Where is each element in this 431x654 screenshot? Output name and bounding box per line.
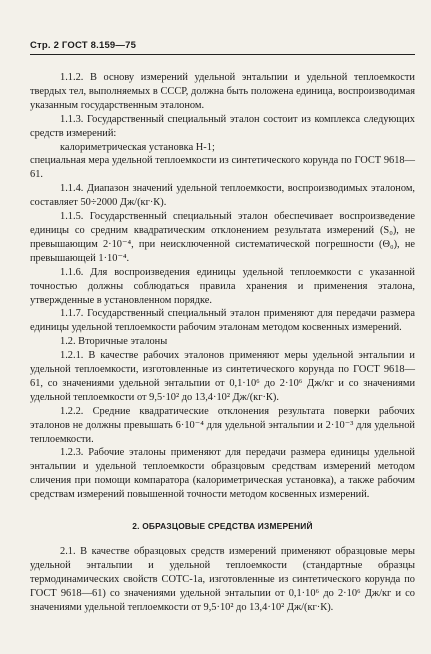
paragraph-1-1-3: 1.1.3. Государственный специальный эталон состоит из комплекса следующих средств измерений: (30, 113, 415, 139)
list-item-measure: специальная мера удельной теплоемкости из синтетического корунда по ГОСТ 9618—61. (30, 155, 415, 181)
paragraph-1-2-3: 1.2.3. Рабочие эталоны применяют для передачи размера единицы удельной энтальпии и удельной теплоемкости образцовым средствам измерений методом сличения при помощи компаратора (калориметрическая установка), а также рабочим средствам измерений повышенной точности методом косвенных измерений. (30, 447, 415, 501)
subheading-secondary-standards: 1.2. Вторичные эталоны (60, 336, 168, 348)
header-rule (30, 54, 415, 55)
paragraph-1-1-2: 1.1.2. В основу измерений удельной энтальпии и удельной теплоемкости твердых тел, выполняемых в СССР, должна быть положена единица, воспроизводимая указанным государственным эталоном. (30, 72, 415, 111)
paragraph-1-1-6: 1.1.6. Для воспроизведения единицы удельной теплоемкости с указанной точностью должны соблюдаться правила хранения и применения эталона, утвержденные в установленном порядке. (30, 266, 415, 306)
paragraph-1-2-1: 1.2.1. В качестве рабочих эталонов применяют меры удельной энтальпии и удельной теплоемкости, изготовленные из синтетического корунда по ГОСТ 9618—61, со значениями удельной энтальпии от 0,1·10⁶ до 2·10⁶ Дж/кг и со значениями удельной теплоемкости от 9,5·10² до 13,4·10² Дж/(кг·К). (30, 350, 415, 403)
document-body (30, 71, 415, 615)
paragraph-1-1-4: 1.1.4. Диапазон значений удельной теплоемкости, воспроизводимых эталоном, составляет 50÷2000 Дж/(кг·К). (30, 183, 415, 209)
section-title: 2. ОБРАЗЦОВЫЕ СРЕДСТВА ИЗМЕРЕНИЙ (132, 521, 313, 532)
paragraph-2-1: 2.1. В качестве образцовых средств измерений применяют образцовые меры удельной энтальпии и удельной теплоемкости (стандартные образцы термодинамических свойств СОТС-1а, изготовленные из синтетического корунда по ГОСТ 9618—61) со значениями удельной энтальпии от 0,1·10⁶ до 2·10⁶ Дж/кг и со значениями удельной теплоемкости от 9,5·10² до 13,4·10² Дж/(кг·К). (30, 546, 415, 613)
paragraph-1-2-2: 1.2.2. Средние квадратические отклонения результата поверки рабочих эталонов не должны превышать 6·10⁻⁴ для удельной энтальпии и 2·10⁻³ для удельной теплоемкости. (30, 405, 415, 445)
page-header: Стр. 2 ГОСТ 8.159—75 (30, 40, 137, 51)
paragraph-1-1-5: 1.1.5. Государственный специальный эталон обеспечивает воспроизведение единицы со средним квадратическим отклонением результата измерений (S₀), не превышающим 2·10⁻⁴, при неисключенной систематической погрешности (Θ₀), не превышающей 1·10⁻⁴. (30, 211, 415, 264)
paragraph-1-1-7: 1.1.7. Государственный специальный эталон применяют для передачи размера единицы удельной теплоемкости рабочим эталонам методом косвенных измерений. (30, 308, 415, 334)
list-item-calorimeter: калориметрическая установка Н-1; (60, 141, 215, 153)
